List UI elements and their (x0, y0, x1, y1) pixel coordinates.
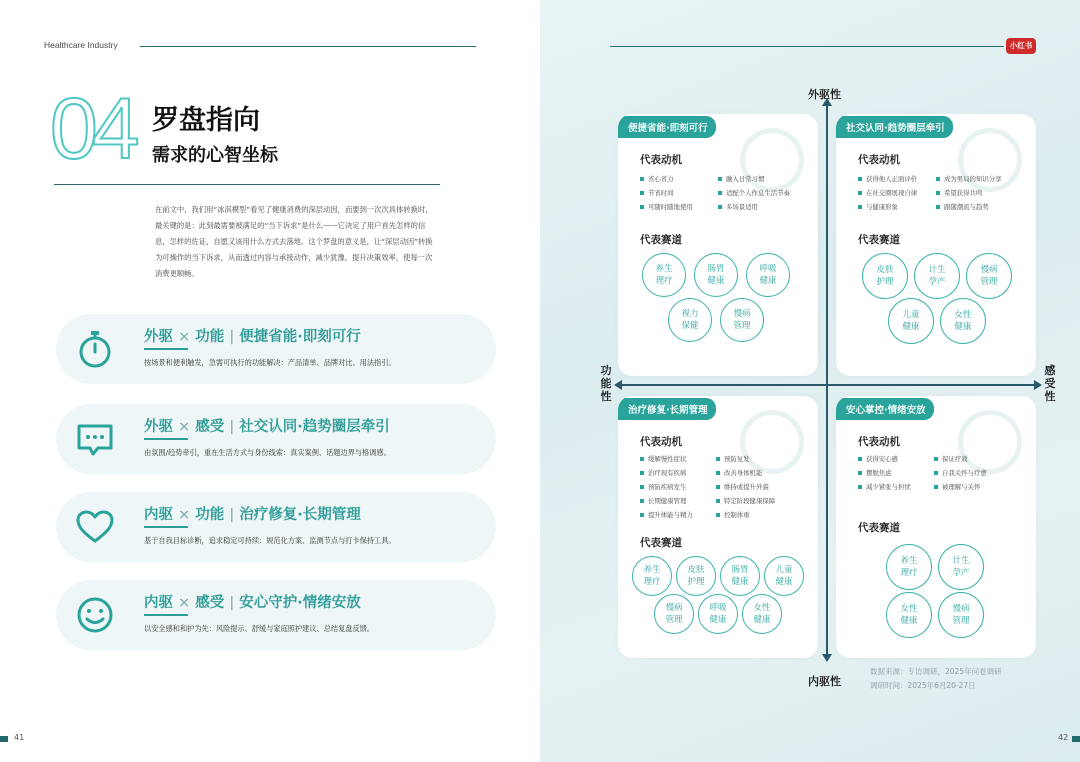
brand-logo: 小红书 (1006, 38, 1036, 54)
motive-item: 跟随潮流与趋势 (936, 202, 1032, 212)
quadrant-social (836, 114, 1036, 376)
motive-item: 成为男局的知识分享 (936, 174, 1032, 184)
axis-label-top: 外驱性 (808, 88, 841, 101)
card-outer-feeling (56, 404, 496, 474)
motive-item: 治疗现有疾病 (640, 468, 716, 478)
track-bubble: 肠胃健康 (720, 556, 760, 596)
track-bubble: 儿童健康 (888, 298, 934, 344)
motive-item: 提升体能与精力 (640, 510, 716, 520)
motive-item: 改善身体机能 (716, 468, 792, 478)
motive-heading: 代表动机 (640, 154, 682, 166)
track-bubble: 皮肤护理 (862, 253, 908, 299)
header-rule (610, 46, 1004, 47)
track-bubble: 慢病管理 (938, 592, 984, 638)
card-inner-function (56, 492, 496, 562)
card-outer-function (56, 314, 496, 384)
track-bubble: 慢病管理 (966, 253, 1012, 299)
motive-item: 自我关怀与疗愈 (934, 468, 1010, 478)
track-bubble: 视力保健 (668, 298, 712, 342)
card-description: 由氛围/趋势牵引，重在生活方式与身份线索：真实案例、话题边界与格调感。 (144, 448, 391, 457)
card-title: 外驱 × 功能 | 便捷省能·即刻可行 (144, 329, 361, 345)
card-title: 内驱 × 感受 | 安心守护·情绪安放 (144, 595, 361, 611)
quadrant-treatment (618, 396, 818, 658)
card-inner-feeling (56, 580, 496, 650)
arrow-down-icon (822, 654, 832, 662)
card-description: 基于自我目标诊断，追求稳定可持续：规范化方案、监测节点与打卡保持工具。 (144, 536, 396, 545)
running-header: Healthcare Industry (44, 40, 118, 50)
motive-heading: 代表动机 (858, 436, 900, 448)
arrow-left-icon (614, 380, 622, 390)
arrow-right-icon (1034, 380, 1042, 390)
motive-list (858, 454, 1034, 492)
track-heading: 代表赛道 (640, 537, 682, 549)
motive-item: 希望获得共鸣 (936, 188, 1032, 198)
quadrant-title: 便捷省能·即刻可行 (618, 116, 716, 138)
motive-item: 维持或提升外貌 (716, 482, 792, 492)
motive-item: 被理解与关怀 (934, 482, 1010, 492)
track-bubble: 养生理疗 (642, 253, 686, 297)
motive-item: 特定阶段健康保障 (716, 496, 792, 506)
track-bubble: 养生理疗 (886, 544, 932, 590)
motive-item: 获得他人正面评价 (858, 174, 936, 184)
track-bubble: 慢病管理 (720, 298, 764, 342)
motive-list (640, 174, 816, 212)
track-heading: 代表赛道 (640, 234, 682, 246)
page-number: 42 (1058, 733, 1069, 742)
section-number: 04 (50, 81, 134, 177)
track-bubble: 计生孕产 (938, 544, 984, 590)
quadrant-title: 治疗修复·长期管理 (618, 398, 716, 420)
motive-heading: 代表动机 (640, 436, 682, 448)
page-title: 罗盘指向 (152, 105, 260, 136)
motive-item: 摆脱焦虑 (858, 468, 934, 478)
track-bubble: 儿童健康 (764, 556, 804, 596)
quadrant-title: 安心掌控·情绪安放 (836, 398, 934, 420)
horizontal-axis (620, 384, 1036, 386)
card-title: 内驱 × 功能 | 治疗修复·长期管理 (144, 507, 361, 523)
motive-item: 与健康形象 (858, 202, 936, 212)
track-bubble: 皮肤护理 (676, 556, 716, 596)
motive-item: 获得安心感 (858, 454, 934, 464)
motive-list (640, 454, 816, 520)
motive-item: 缓解慢性症状 (640, 454, 716, 464)
motive-item: 可随时随地使用 (640, 202, 718, 212)
page-marker (1072, 736, 1080, 742)
heart-icon (74, 506, 116, 548)
track-bubble: 呼吸健康 (746, 253, 790, 297)
stopwatch-icon (74, 328, 116, 370)
card-description: 以安全感和和护为先：风险提示、舒缓与家庭照护建议、总结复盘反馈。 (144, 624, 375, 633)
survey-date-note: 调研时间：2025年6月20-27日 (870, 681, 976, 690)
track-bubble: 女性健康 (742, 594, 782, 634)
motive-item: 省心省力 (640, 174, 718, 184)
page-number: 41 (14, 733, 25, 742)
card-title: 外驱 × 感受 | 社交认同·趋势圈层牵引 (144, 419, 390, 435)
axis-label-bottom: 内驱性 (808, 675, 841, 688)
track-bubble: 慢病管理 (654, 594, 694, 634)
title-rule (54, 184, 440, 185)
intro-paragraph: 在前文中，我们用“冰淇模型”看见了健康消费的深层动因，而要到一次次具体转换时，最关键的是：此刻最需要被满足的“当下诉求”是什么——它决定了用户首先怎样的信息，怎样的佐证，自愿又该用什么方式去落地。这个罗盘的意义是，让“深层动因”转换为可操作的当下诉求，从而透过内容与承接动作，减少犹豫，提升决策效率，使每一次消费更顺畅。 (155, 205, 433, 278)
card-underline (144, 438, 188, 440)
track-bubble: 养生理疗 (632, 556, 672, 596)
track-bubble: 计生孕产 (914, 253, 960, 299)
motive-item: 在社交圈展现自律 (858, 188, 936, 198)
motive-item: 多场景适用 (718, 202, 814, 212)
vertical-axis (826, 104, 828, 656)
track-bubble: 女性健康 (940, 298, 986, 344)
card-underline (144, 348, 188, 350)
card-description: 按场景和便利触发，急需可执行的功能解决：产品清单、品牌对比、用法指引。 (144, 358, 396, 367)
track-heading: 代表赛道 (858, 522, 900, 534)
page-subtitle: 需求的心智坐标 (152, 145, 278, 166)
source-note: 数据来源：专访调研，2025年问卷调研 (870, 667, 1002, 676)
motive-item: 节省时间 (640, 188, 718, 198)
motive-item: 预防复发 (716, 454, 792, 464)
quadrant-convenience (618, 114, 818, 376)
motive-list (858, 174, 1034, 212)
card-underline (144, 526, 188, 528)
card-underline (144, 614, 188, 616)
track-bubble: 呼吸健康 (698, 594, 738, 634)
right-page (540, 0, 1080, 762)
page-marker (0, 736, 8, 742)
motive-item: 减少紧张与担忧 (858, 482, 934, 492)
motive-heading: 代表动机 (858, 154, 900, 166)
quadrant-reassurance (836, 396, 1036, 658)
track-heading: 代表赛道 (858, 234, 900, 246)
quadrant-title: 社交认同·趋势圈层牵引 (836, 116, 953, 138)
motive-item: 保证疗效 (934, 454, 1010, 464)
chat-bubble-icon (74, 418, 116, 460)
motive-item: 融入日常习惯 (718, 174, 814, 184)
header-rule (140, 46, 476, 47)
axis-label-right: 感受性 (1044, 364, 1056, 403)
smiley-icon (74, 594, 116, 636)
motive-item: 预防疾病发生 (640, 482, 716, 492)
motive-item: 控制体重 (716, 510, 792, 520)
axis-label-left: 功能性 (600, 364, 612, 403)
track-bubble: 肠胃健康 (694, 253, 738, 297)
motive-item: 适配个人作息生活节奏 (718, 188, 814, 198)
track-bubble: 女性健康 (886, 592, 932, 638)
motive-item: 长期健康管理 (640, 496, 716, 506)
